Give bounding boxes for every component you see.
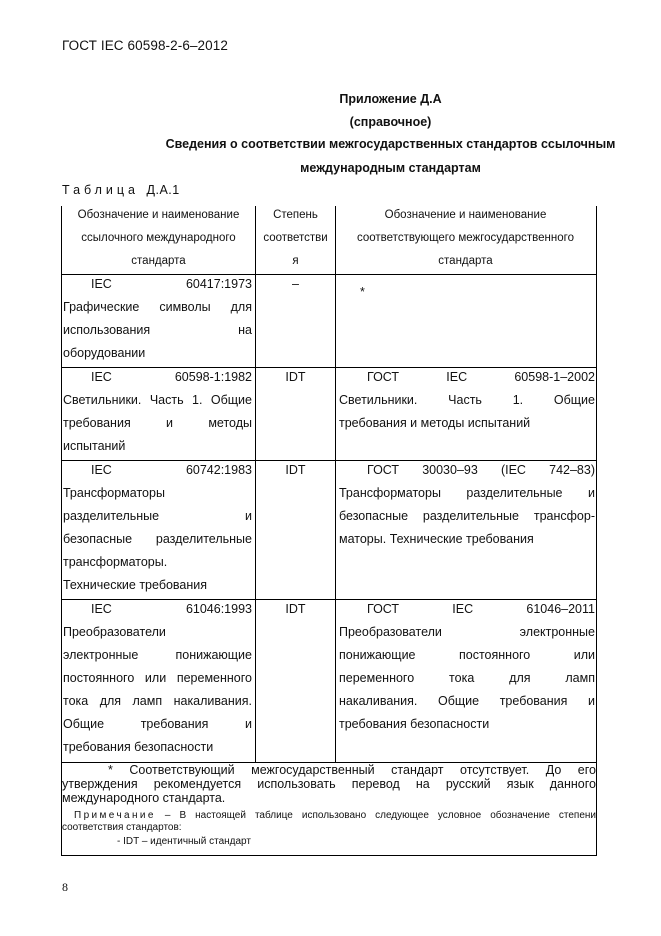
national-cell: ГОСТ IEC 60598-1–2002 Светильники. Часть 1. Общие требования и методы испытаний — [339, 370, 595, 430]
table-note — [62, 810, 596, 848]
table-row: IEC 60417:1973 Графические символы для использования на оборудовании — [63, 277, 252, 360]
note-idt: - IDT – идентичный стандарт — [117, 836, 251, 847]
table-caption-number: Д.А.1 — [146, 183, 180, 197]
table-caption-label: Таблица — [62, 183, 140, 197]
degree-cell: IDT — [285, 370, 306, 384]
national-cell: * — [360, 285, 365, 299]
national-cell: ГОСТ IEC 61046–2011 Преобразователи электронные понижающие постоянного или переменного тока для ламп накаливания. Общие требования и требования безопасности — [339, 602, 595, 731]
page-number: 8 — [62, 880, 68, 894]
column-header-degree: Степень соответстви я — [263, 209, 328, 267]
annex-subtitle-line2: международным стандартам — [300, 161, 481, 175]
annex-kind: (справочное) — [349, 115, 432, 129]
degree-cell: IDT — [285, 463, 306, 477]
degree-cell: IDT — [285, 602, 306, 616]
table-row: IEC 60598-1:1982 Светильники. Часть 1. Общие требования и методы испытаний — [63, 370, 252, 453]
annex-title: Приложение Д.А — [339, 92, 442, 106]
table-row: IEC 61046:1993 Преобразователи электронные понижающие постоянного или переменного тока для ламп накаливания. Общие требования и требования безопасности — [63, 602, 252, 754]
table-caption — [62, 183, 180, 197]
table-footnote: * Соответствующий межгосударственный стандарт отсутствует. До его утверждения рекомендуется использовать перевод на русский язык данного международного стандарта. — [62, 763, 596, 805]
column-header-national: Обозначение и наименование соответствующего межгосударственного стандарта — [357, 209, 574, 267]
annex-subtitle-line1: Сведения о соответствии межгосударственных стандартов ссылочным — [165, 137, 616, 151]
column-header-international: Обозначение и наименование ссылочного международного стандарта — [77, 209, 240, 267]
document-header: ГОСТ IEC 60598-2-6–2012 — [62, 38, 228, 53]
national-cell: ГОСТ 30030–93 (IEC 742–83) Трансформаторы разделительные и безопасные разделительные трансфор- маторы. Технические требования — [339, 463, 595, 546]
note-text: – В настоящей таблице использовано следующее условное обозначение степени соответствия стандартов: — [62, 810, 596, 833]
degree-cell: – — [292, 277, 299, 291]
table-row: IEC 60742:1983 Трансформаторы разделительные и безопасные разделительные трансформаторы. Технические требования — [63, 463, 252, 592]
note-label: Примечание — [74, 810, 156, 821]
